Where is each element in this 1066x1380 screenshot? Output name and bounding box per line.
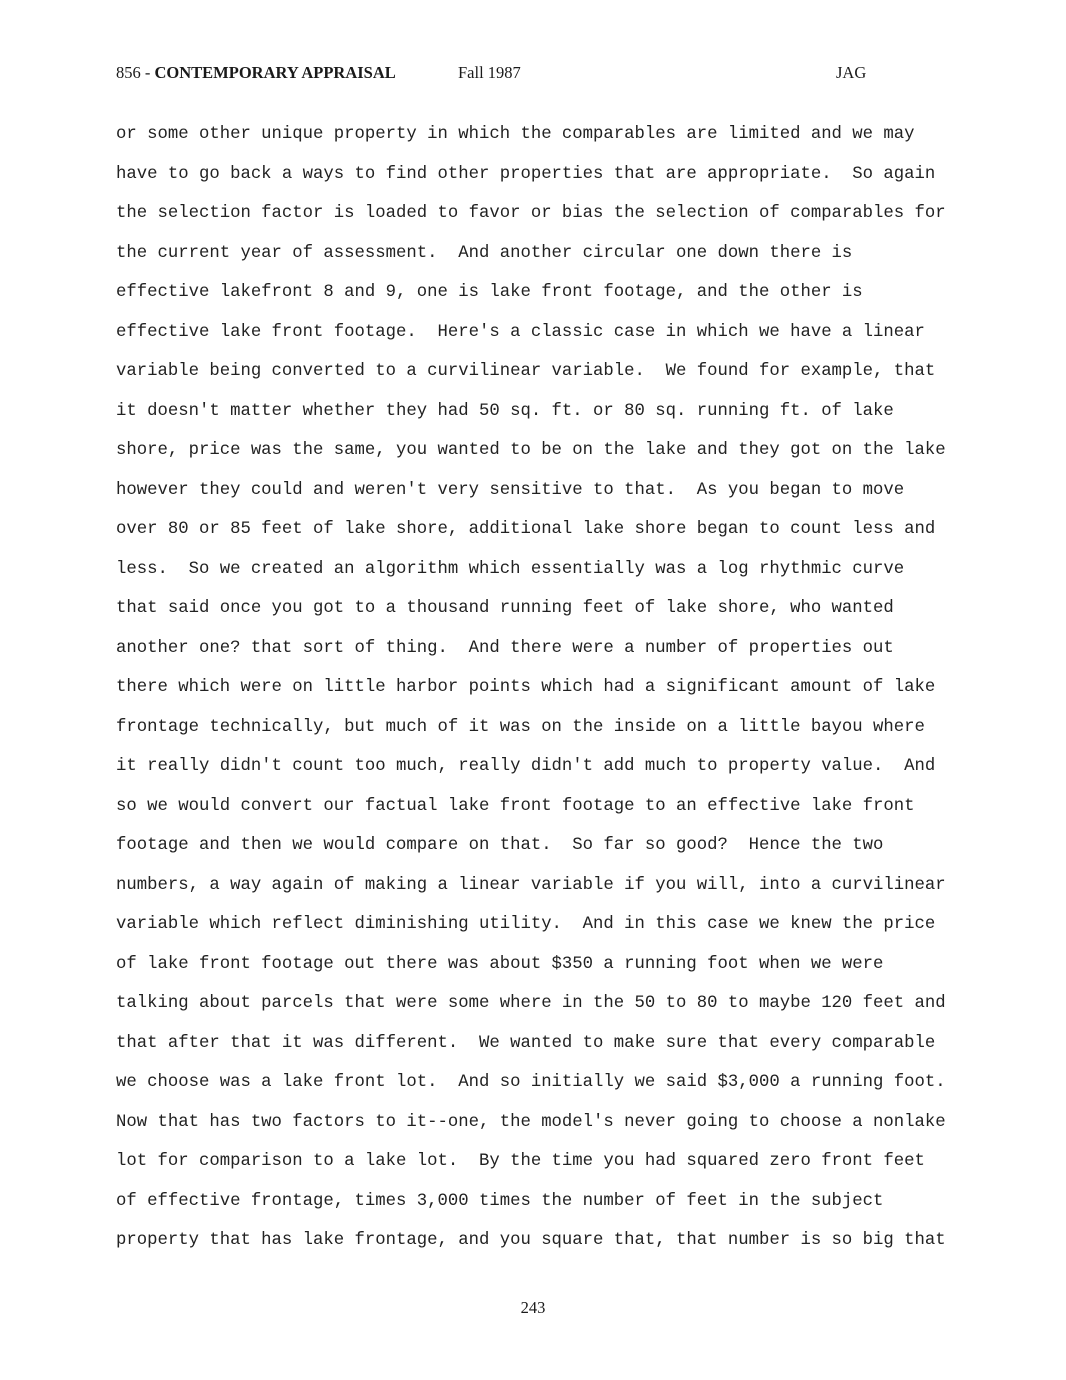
body-line: the selection factor is loaded to favor or bias the selection of comparables for [116,204,946,223]
body-line: lot for comparison to a lake lot. By the time you had squared zero front feet [116,1152,925,1171]
author-initials: JAG [836,63,867,82]
body-line: shore, price was the same, you wanted to be on the lake and they got on the lake [116,441,946,460]
body-line: another one? that sort of thing. And there were a number of properties out [116,638,894,658]
body-line: it really didn't count too much, really didn't add much to property value. And [116,757,936,776]
body-line: footage and then we would compare on that. So far so good? Hence the two [116,836,884,855]
body-line: that said once you got to a thousand running feet of lake shore, who wanted [116,599,894,618]
body-line: it doesn't matter whether they had 50 sq. ft. or 80 sq. running ft. of lake [116,401,894,421]
body-line: of effective frontage, times 3,000 times the number of feet in the subject [116,1191,884,1211]
term-label: Fall 1987 [458,63,521,82]
body-line: property that has lake frontage, and you square that, that number is so big that [116,1231,946,1250]
body-line: effective lakefront 8 and 9, one is lake front footage, and the other is [116,283,863,302]
body-line: variable which reflect diminishing utility. And in this case we knew the price [116,915,936,934]
course-number: 856 - [116,63,155,82]
body-line: or some other unique property in which the comparables are limited and we may [116,125,915,144]
running-header [116,62,876,86]
body-line: over 80 or 85 feet of lake shore, additional lake shore began to count less and [116,520,936,539]
body-line: variable being converted to a curvilinear variable. We found for example, that [116,362,936,381]
body-line: have to go back a ways to find other properties that are appropriate. So again [116,164,936,184]
course-title: CONTEMPORARY APPRAISAL [154,63,396,82]
transcript-body [116,122,976,1268]
body-line: of lake front footage out there was about $350 a running foot when we were [116,954,884,974]
body-line: frontage technically, but much of it was on the inside on a little bayou where [116,717,925,737]
body-line: Now that has two factors to it--one, the model's never going to choose a nonlake [116,1112,946,1132]
body-line: there which were on little harbor points which had a significant amount of lake [116,678,936,697]
body-line: talking about parcels that were some where in the 50 to 80 to maybe 120 feet and [116,994,946,1013]
body-line: effective lake front footage. Here's a classic case in which we have a linear [116,322,925,342]
body-line: the current year of assessment. And another circular one down there is [116,243,853,263]
body-line: numbers, a way again of making a linear variable if you will, into a curvilinear [116,875,946,895]
body-line: less. So we created an algorithm which essentially was a log rhythmic curve [116,559,905,579]
body-line: that after that it was different. We wanted to make sure that every comparable [116,1033,936,1053]
body-line: so we would convert our factual lake front footage to an effective lake front [116,796,915,816]
body-line: however they could and weren't very sensitive to that. As you began to move [116,480,905,500]
page-number: 243 [520,1298,546,1317]
body-line: we choose was a lake front lot. And so initially we said $3,000 a running foot. [116,1073,946,1092]
course-heading [116,62,396,84]
